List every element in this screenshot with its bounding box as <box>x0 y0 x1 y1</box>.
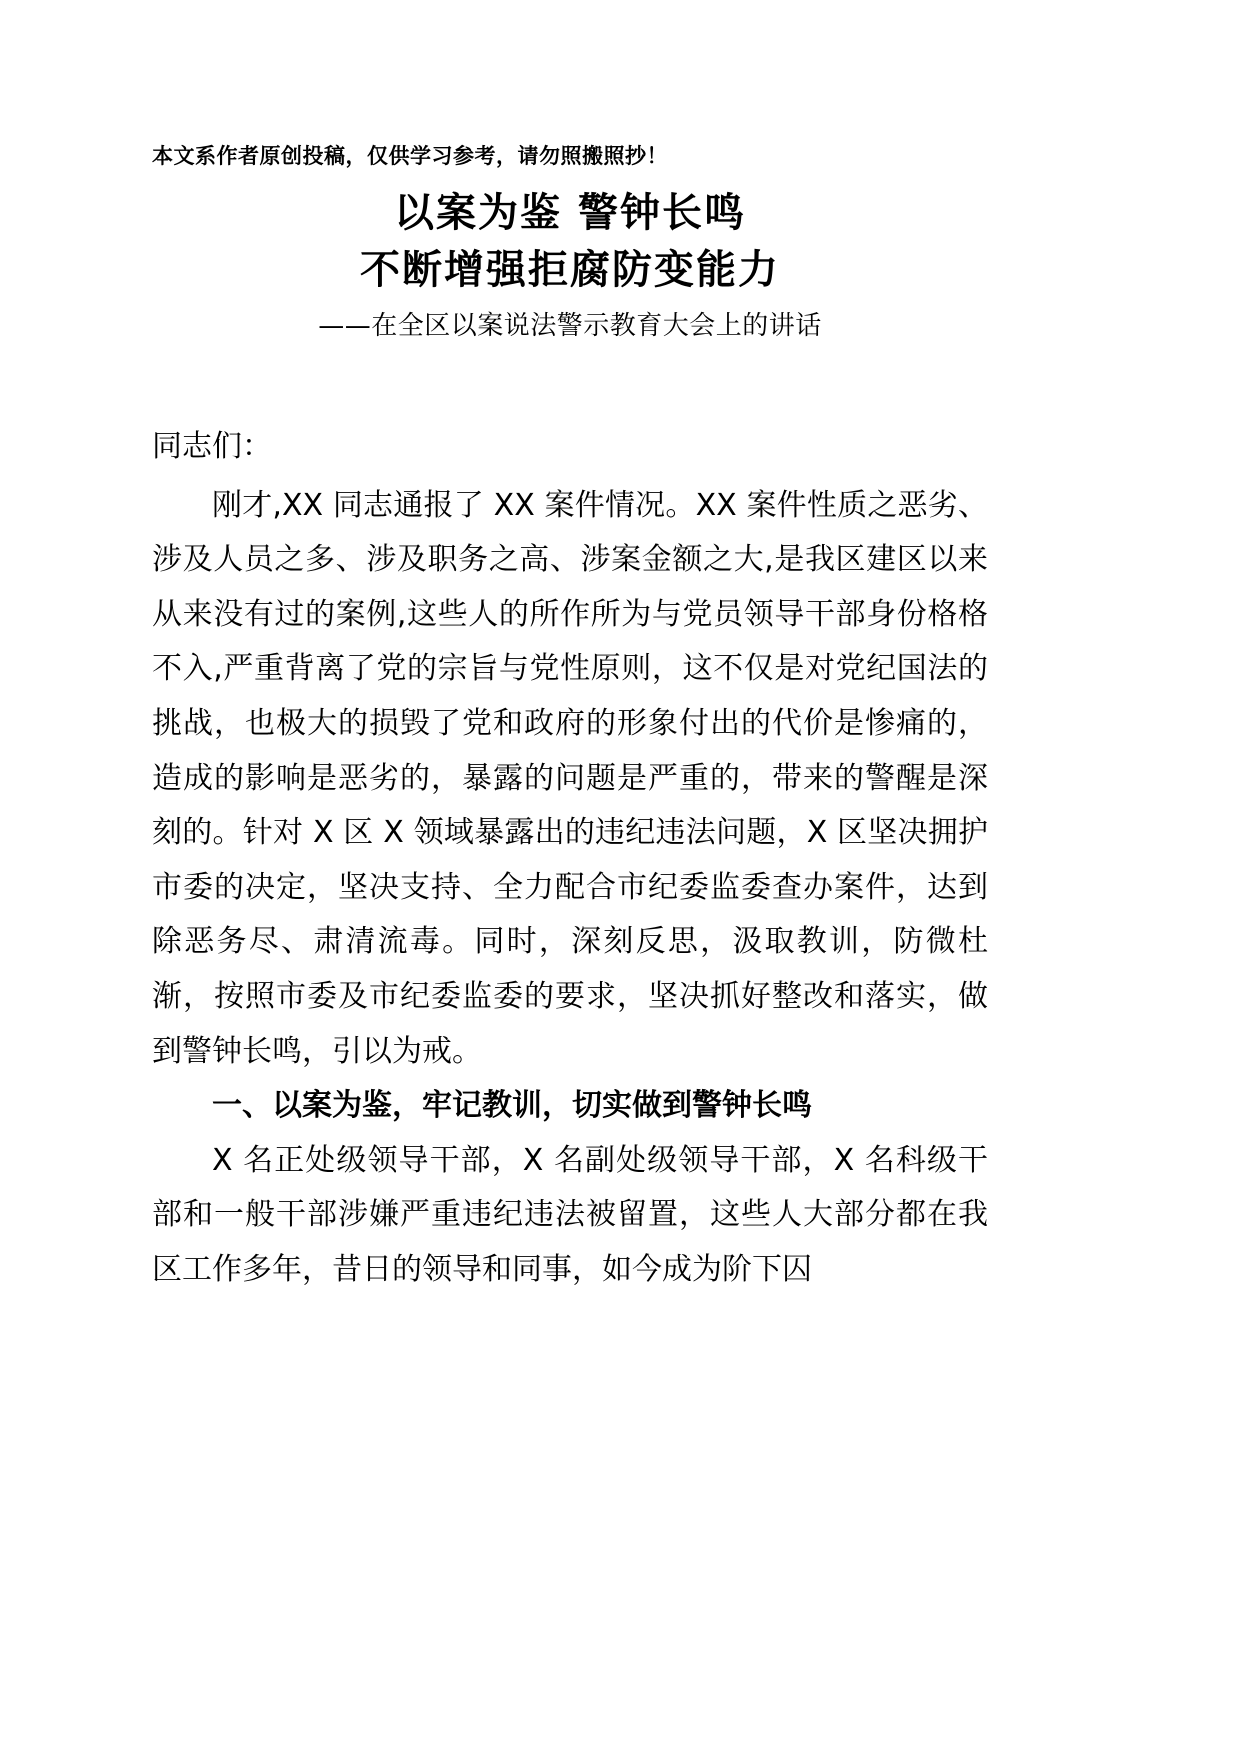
document-title-line-2: 不断增强拒腐防变能力 <box>360 247 780 294</box>
document-subtitle: ——在全区以案说法警示教育大会上的讲话 <box>318 310 822 341</box>
salutation: 同志们： <box>152 428 272 464</box>
title-block <box>152 185 988 346</box>
document-title-line-1: 以案为鉴 警钟长鸣 <box>394 190 746 237</box>
section-heading-1: 一、以案为鉴，牢记教训，切实做到警钟长鸣 <box>212 1088 812 1124</box>
copyright-notice: 本文系作者原创投稿，仅供学习参考，请勿照搬照抄！ <box>152 144 668 168</box>
body-paragraph: 刚才,XX 同志通报了 XX 案件情况。XX 案件性质之恶劣、涉及人员之多、涉及职务之高、涉案金额之大,是我区建区以来从来没有过的案例,这些人的所作所为与党员领导干部身份格格不入,严重背离了党的宗旨与党性原则，这不仅是对党纪国法的挑战，也极大的损毁了党和政府的形象付出的代价是惨痛的，造成的影响是恶劣的，暴露的问题是严重的，带来的警醒是深刻的。针对 X 区 X 领域暴露出的违纪违法问题，X 区坚决拥护市委的决定，坚决支持、全力配合市纪委监委查办案件，达到除恶务尽、肃清流毒。同时，深刻反思，汲取教训，防微杜渐，按照市委及市纪委监委的要求，坚决抓好整改和落实，做到警钟长鸣，引以为戒。 <box>152 487 988 1069</box>
page-content <box>152 0 988 1297</box>
body-paragraph: X 名正处级领导干部，X 名副处级领导干部，X 名科级干部和一般干部涉嫌严重违纪违法被留置，这些人大部分都在我区工作多年，昔日的领导和同事，如今成为阶下囚 <box>152 1142 988 1287</box>
document-body <box>152 420 988 1298</box>
